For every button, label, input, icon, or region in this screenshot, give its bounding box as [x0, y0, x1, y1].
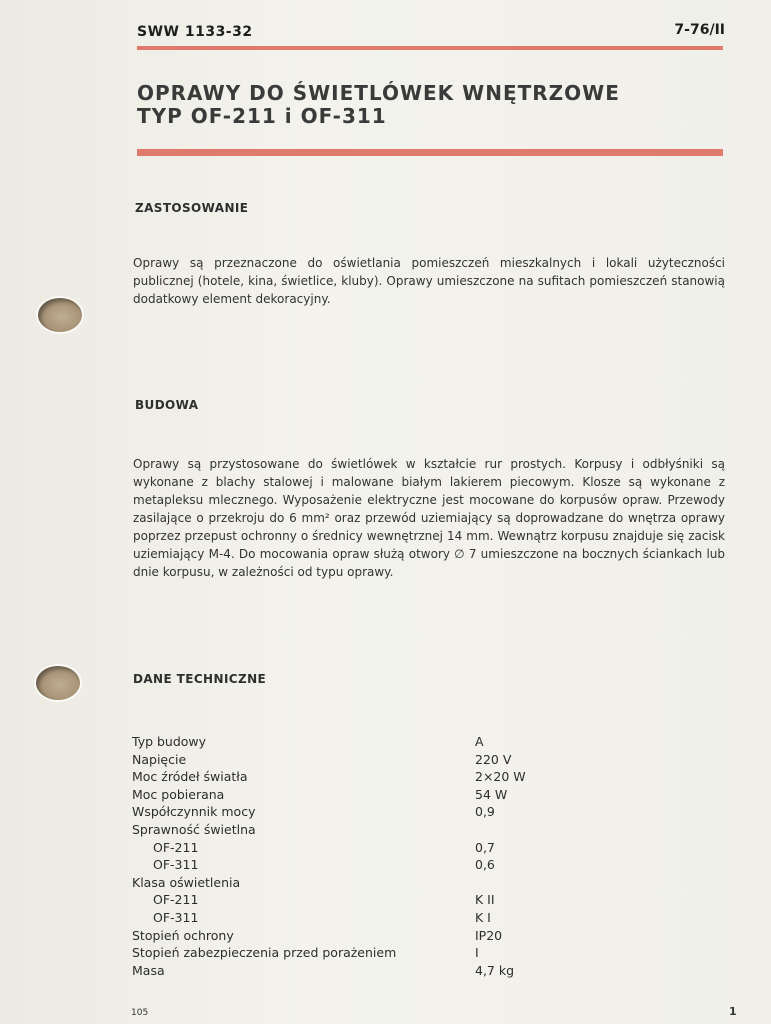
spec-label: Klasa oświetlenia: [132, 874, 241, 890]
spec-label: Napięcie: [132, 751, 187, 767]
spec-table: [132, 733, 732, 979]
spec-row: [132, 909, 732, 927]
spec-value: 4,7 kg: [475, 962, 515, 978]
section-text-budowa: Oprawy są przystosowane do świetlówek w kształcie rur prostych. Korpusy i odbłyśniki są wykonane z blachy stalowej i malowane białym lakierem piecowym. Klosze są wykonane z metapleksu mlecznego. Wyposażenie elektryczne jest mocowane do korpusów opraw. Przewody zasilające o przekroju do 6 mm² oraz przewód uziemiający są doprowadzane do wnętrza oprawy poprzez przepust ochronny o średnicy wewnętrznej 14 mm. Wewnątrz korpusu znajduje się zacisk uziemiający M-4. Do mocowania opraw służą otwory ∅ 7 umieszczone na bocznych ściankach lub dnie korpusu, w zależności od typu oprawy.: [133, 457, 725, 579]
spec-label: OF-311: [153, 857, 199, 873]
title-line-2: TYP OF-211 i OF-311: [137, 104, 387, 128]
section-heading-budowa: BUDOWA: [135, 398, 199, 412]
title-line-1: OPRAWY DO ŚWIETLÓWEK WNĘTRZOWE: [137, 81, 620, 105]
spec-row: [132, 733, 732, 751]
section-heading-dane: DANE TECHNICZNE: [133, 672, 267, 686]
spec-row: [132, 856, 732, 874]
spec-label: Masa: [132, 962, 165, 978]
spec-value: K I: [475, 909, 491, 925]
spec-label: Współczynnik mocy: [132, 804, 256, 820]
title-rule: [137, 149, 723, 156]
spec-value: 220 V: [475, 751, 512, 767]
page-number-right: 1: [729, 1005, 737, 1018]
spec-row: [132, 962, 732, 980]
spec-value: 2×20 W: [475, 769, 526, 785]
spec-label: Sprawność świetlna: [132, 821, 256, 837]
spec-row: [132, 891, 732, 909]
punch-hole-top: [38, 298, 82, 332]
spec-value: I: [475, 945, 479, 961]
document-title: [137, 82, 737, 128]
edition-ref: 7-76/II: [674, 22, 725, 38]
section-text-zastosowanie: Oprawy są przeznaczone do oświetlania pomieszczeń mieszkalnych i lokali użyteczności publicznej (hotele, kina, świetlice, kluby). Oprawy umieszczone na sufitach pomieszczeń stanowią dodatkowy element dekoracyjny.: [133, 256, 725, 306]
spec-row: [132, 786, 732, 804]
spec-row: [132, 839, 732, 857]
spec-label: OF-211: [153, 839, 199, 855]
spec-label: OF-311: [153, 909, 199, 925]
spec-value: IP20: [475, 927, 503, 943]
spec-value: 0,6: [475, 857, 495, 873]
spec-row: [132, 944, 732, 962]
section-heading-zastosowanie: ZASTOSOWANIE: [135, 201, 249, 215]
spec-row: [132, 803, 732, 821]
spec-row: [132, 768, 732, 786]
punch-hole-bottom: [36, 666, 80, 700]
spec-value: 54 W: [475, 786, 508, 802]
spec-row: [132, 874, 732, 892]
spec-label: Stopień ochrony: [132, 927, 234, 943]
page-number-left: 105: [131, 1008, 149, 1018]
spec-row: [132, 927, 732, 945]
spec-row: [132, 821, 732, 839]
spec-value: A: [475, 734, 484, 749]
spec-label: Moc pobierana: [132, 786, 225, 802]
spec-label: Typ budowy: [132, 734, 207, 749]
spec-value: K II: [475, 892, 495, 908]
spec-label: Stopień zabezpieczenia przed porażeniem: [132, 945, 397, 961]
spec-row: [132, 751, 732, 769]
spec-value: 0,7: [475, 839, 495, 855]
spec-label: Moc źródeł światła: [132, 769, 248, 785]
spec-value: 0,9: [475, 804, 495, 820]
standard-code: SWW 1133-32: [137, 24, 253, 40]
header-rule: [137, 46, 723, 50]
spec-label: OF-211: [153, 892, 199, 908]
